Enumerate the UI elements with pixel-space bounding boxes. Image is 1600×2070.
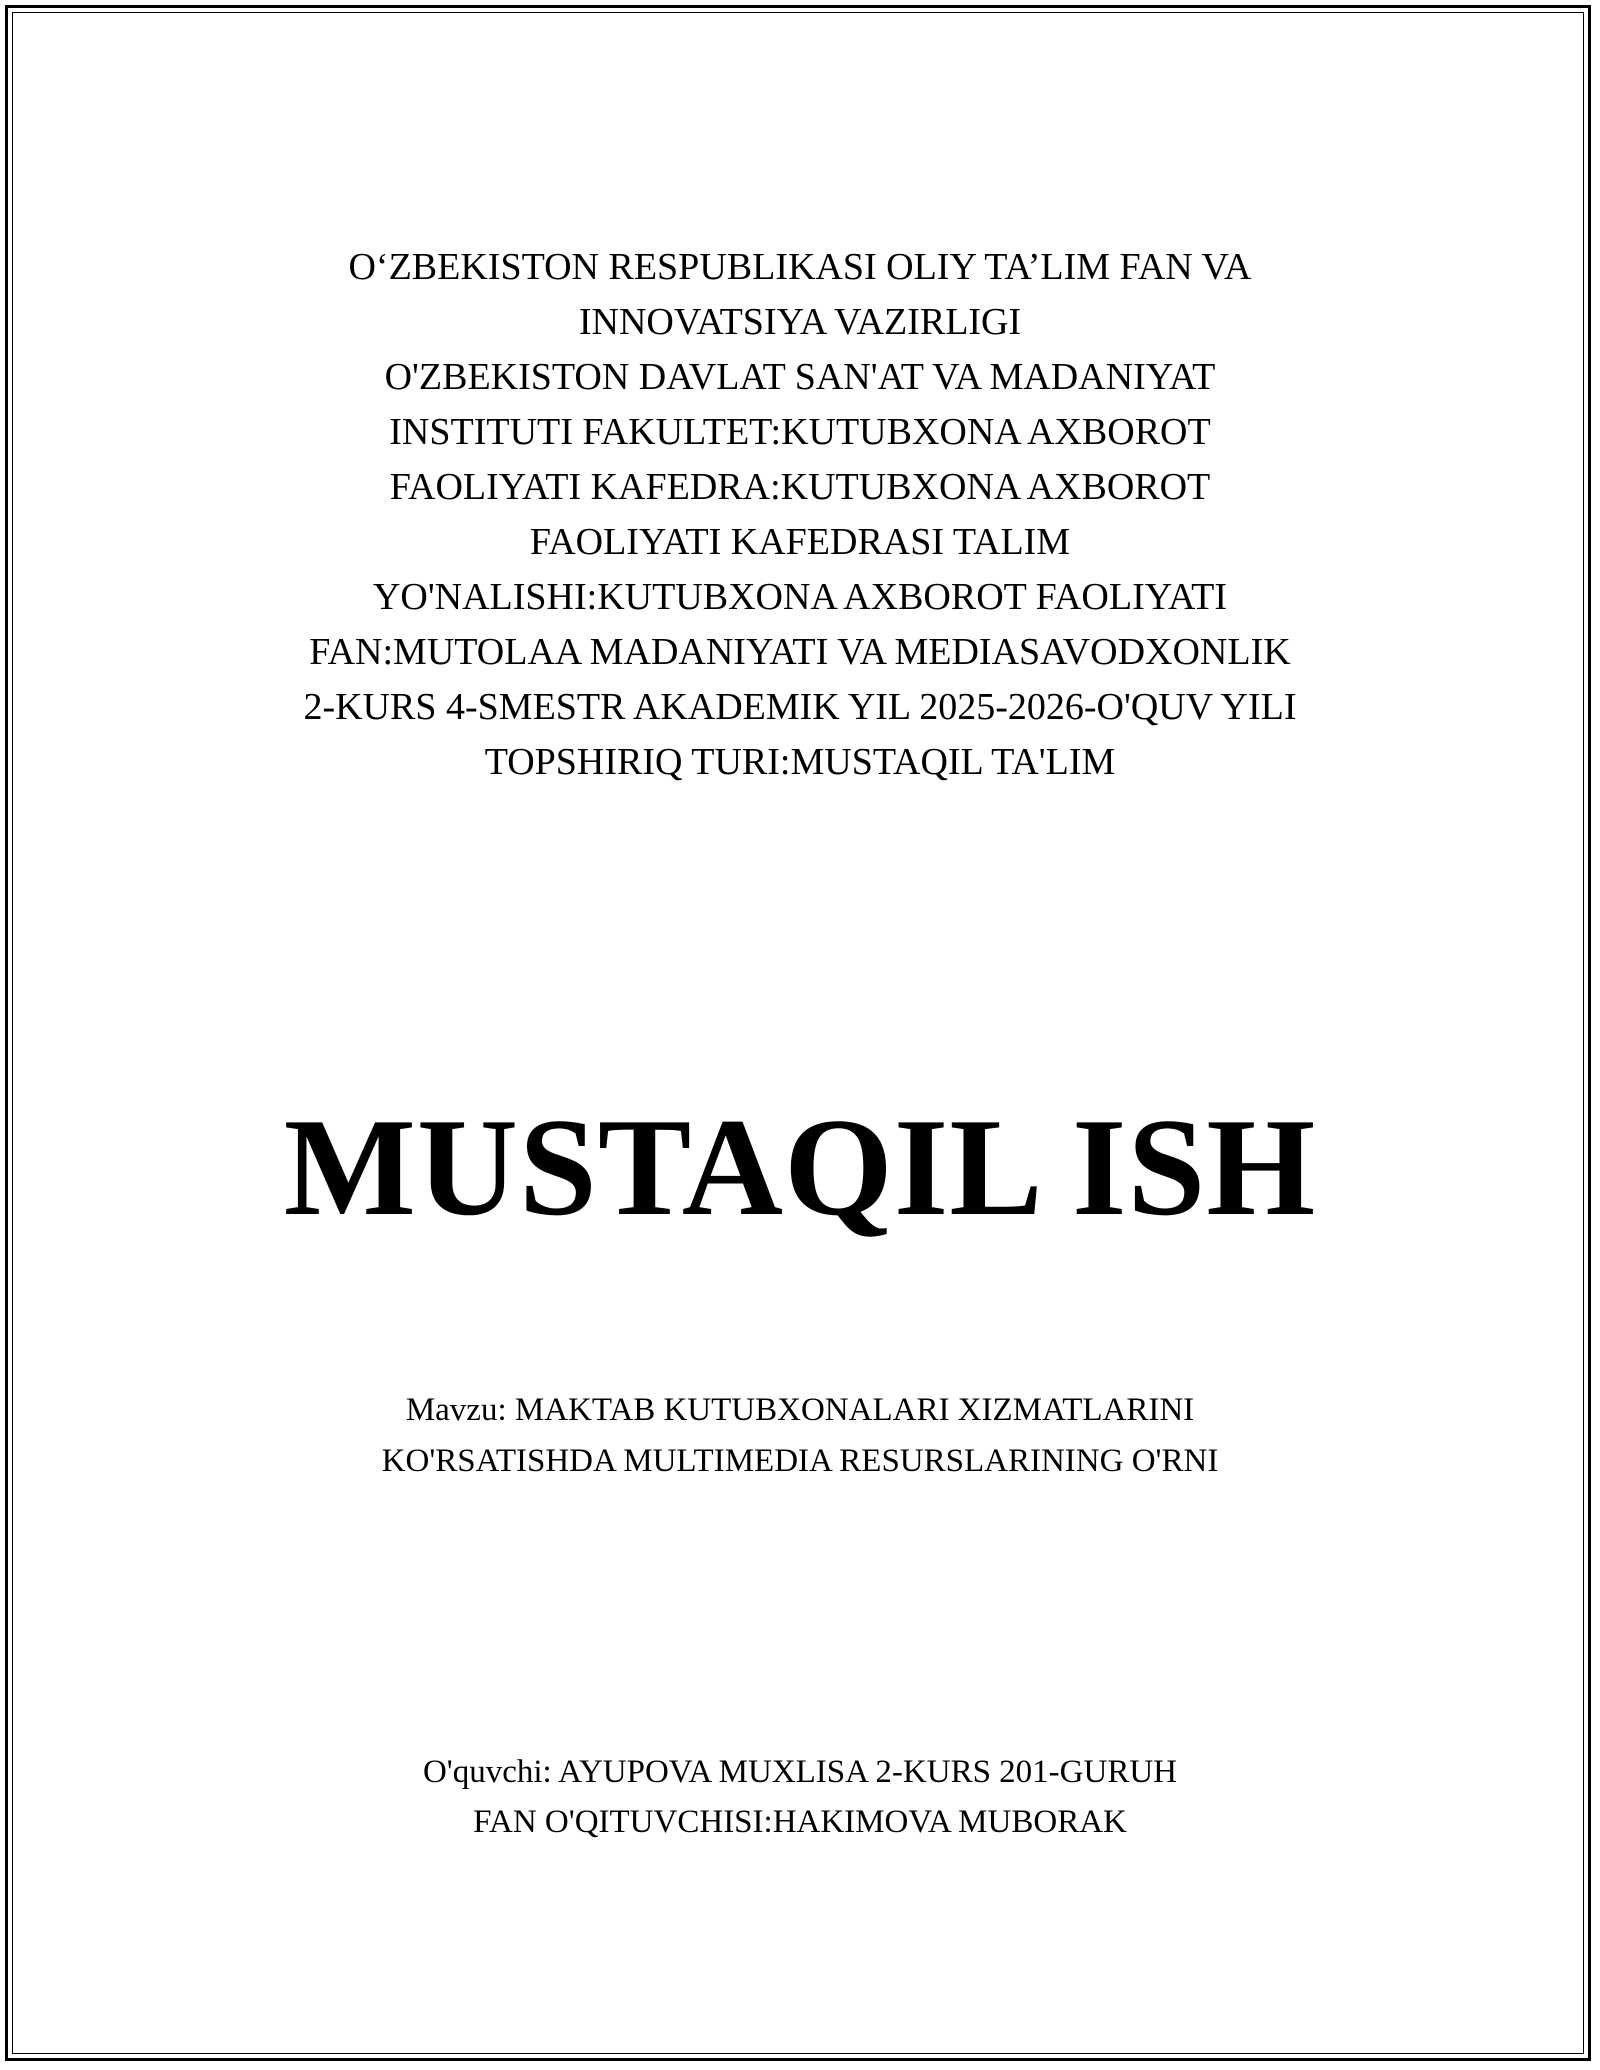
author-block [0, 1747, 1600, 1847]
document-title: MUSTAQIL ISH [283, 1090, 1317, 1245]
header-line: INNOVATSIYA VAZIRLIGI [578, 301, 1022, 343]
topic-block [0, 1385, 1600, 1487]
topic-line: Mavzu: MAKTAB KUTUBXONALARI XIZMATLARINI [405, 1392, 1195, 1428]
header-line: O'ZBEKISTON DAVLAT SAN'AT VA MADANIYAT [384, 356, 1216, 398]
header-line: INSTITUTI FAKULTET:KUTUBXONA AXBOROT [389, 411, 1211, 453]
institution-header [0, 240, 1600, 790]
header-line: FAOLIYATI KAFEDRA:KUTUBXONA AXBOROT [389, 466, 1211, 508]
topic-line: KO'RSATISHDA MULTIMEDIA RESURSLARINING O'RNI [381, 1443, 1219, 1479]
header-line: YO'NALISHI:KUTUBXONA AXBOROT FAOLIYATI [372, 576, 1228, 618]
header-line: FAN:MUTOLAA MADANIYATI VA MEDIASAVODXONLIK [309, 631, 1291, 673]
header-line: 2-KURS 4-SMESTR AKADEMIK YIL 2025-2026-O'QUV YILI [303, 686, 1297, 728]
student-info: O'quvchi: AYUPOVA MUXLISA 2-KURS 201-GURUH [422, 1754, 1178, 1790]
teacher-info: FAN O'QITUVCHISI:HAKIMOVA MUBORAK [473, 1804, 1127, 1840]
header-line: O‘ZBEKISTON RESPUBLIKASI OLIY TA’LIM FAN VA [348, 246, 1252, 288]
header-line: TOPSHIRIQ TURI:MUSTAQIL TA'LIM [484, 741, 1116, 783]
header-line: FAOLIYATI KAFEDRASI TALIM [529, 521, 1071, 563]
